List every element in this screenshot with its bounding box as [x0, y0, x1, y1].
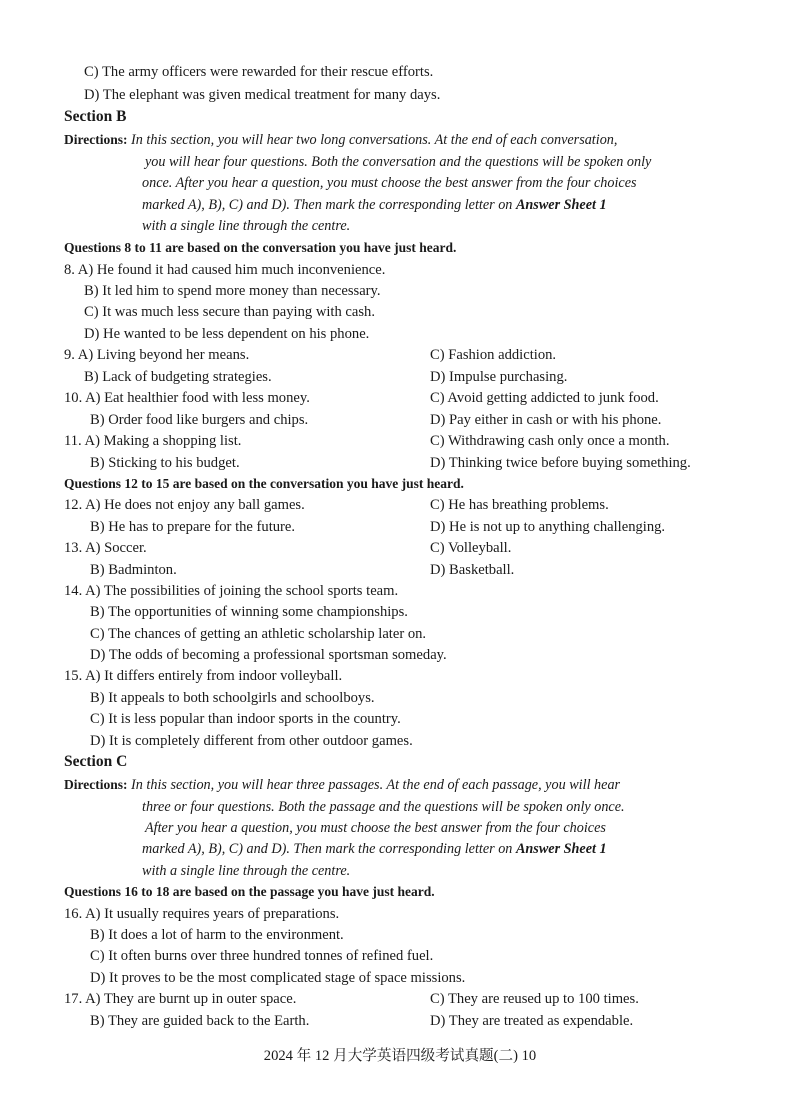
- q12-option-a: 12. A) He does not enjoy any ball games.: [64, 497, 305, 513]
- q17-option-c: C) They are reused up to 100 times.: [430, 991, 639, 1007]
- q10-option-a: 10. A) Eat healthier food with less money.: [64, 390, 310, 406]
- questions-12-15-header: Questions 12 to 15 are based on the conversation you have just heard.: [64, 476, 464, 491]
- q13-option-d: D) Basketball.: [430, 562, 515, 578]
- section-c-directions-line-4: [142, 839, 607, 859]
- questions-8-11-header: Questions 8 to 11 are based on the conversation you have just heard.: [64, 240, 457, 255]
- q17-option-a: 17. A) They are burnt up in outer space.: [64, 991, 297, 1007]
- section-b-answer-sheet: Answer Sheet 1: [515, 197, 607, 213]
- q17-option-d: D) They are treated as expendable.: [430, 1013, 634, 1029]
- section-b-directions-line-2: you will hear four questions. Both the conversation and the questions will be spoken only: [145, 154, 652, 170]
- section-c-directions-line-1: [64, 775, 620, 795]
- q15-option-c: C) It is less popular than indoor sports in the country.: [90, 711, 401, 727]
- q16-option-d: D) It proves to be the most complicated stage of space missions.: [90, 970, 466, 986]
- section-b-directions-text-4: marked A), B), C) and D). Then mark the corresponding letter on: [142, 197, 516, 213]
- q9-option-a: 9. A) Living beyond her means.: [64, 347, 250, 363]
- q15-option-a: 15. A) It differs entirely from indoor volleyball.: [64, 668, 343, 684]
- q16-option-c: C) It often burns over three hundred tonnes of refined fuel.: [90, 948, 434, 964]
- section-c-directions-line-5: with a single line through the centre.: [142, 863, 351, 879]
- q11-option-d: D) Thinking twice before buying something.: [430, 455, 691, 471]
- prev-option-d: D) The elephant was given medical treatment for many days.: [84, 87, 441, 103]
- section-c-directions-label: Directions:: [64, 777, 128, 792]
- q15-option-b: B) It appeals to both schoolgirls and schoolboys.: [90, 690, 375, 706]
- section-c-answer-sheet: Answer Sheet 1: [515, 841, 607, 857]
- section-b-directions-line-1: [64, 130, 617, 150]
- q13-option-a: 13. A) Soccer.: [64, 540, 147, 556]
- q10-option-c: C) Avoid getting addicted to junk food.: [430, 390, 659, 406]
- q13-option-b: B) Badminton.: [90, 562, 177, 578]
- q11-option-c: C) Withdrawing cash only once a month.: [430, 433, 670, 449]
- section-b-directions-line-4: [142, 195, 607, 215]
- section-c-title: Section C: [64, 753, 128, 770]
- q14-option-a: 14. A) The possibilities of joining the school sports team.: [64, 583, 399, 599]
- section-b-title: Section B: [64, 108, 127, 125]
- q9-option-b: B) Lack of budgeting strategies.: [84, 369, 272, 385]
- section-c-directions-text-4: marked A), B), C) and D). Then mark the corresponding letter on: [142, 841, 516, 857]
- q9-option-c: C) Fashion addiction.: [430, 347, 557, 363]
- q8-option-d: D) He wanted to be less dependent on his phone.: [84, 326, 370, 342]
- section-c-directions-line-2: three or four questions. Both the passage and the questions will be spoken only once.: [142, 799, 625, 815]
- q12-option-b: B) He has to prepare for the future.: [90, 519, 296, 535]
- section-c-directions-line-3: After you hear a question, you must choose the best answer from the four choices: [145, 820, 606, 836]
- section-b-directions-line-5: with a single line through the centre.: [142, 218, 351, 234]
- q17-option-b: B) They are guided back to the Earth.: [90, 1013, 310, 1029]
- q13-option-c: C) Volleyball.: [430, 540, 512, 556]
- section-c-directions-text-1: In this section, you will hear three passages. At the end of each passage, you will hear: [131, 777, 621, 793]
- q14-option-b: B) The opportunities of winning some championships.: [90, 604, 408, 620]
- q16-option-a: 16. A) It usually requires years of preparations.: [64, 906, 340, 922]
- q14-option-c: C) The chances of getting an athletic scholarship later on.: [90, 626, 427, 642]
- q12-option-d: D) He is not up to anything challenging.: [430, 519, 666, 535]
- section-b-directions-line-3: once. After you hear a question, you must choose the best answer from the four choices: [142, 175, 637, 191]
- q11-option-b: B) Sticking to his budget.: [90, 455, 240, 471]
- section-b-directions-label: Directions:: [64, 132, 128, 147]
- q15-option-d: D) It is completely different from other outdoor games.: [90, 733, 413, 749]
- page-footer: 2024 年 12 月大学英语四级考试真题(二) 10: [263, 1048, 537, 1064]
- q16-option-b: B) It does a lot of harm to the environment.: [90, 927, 344, 943]
- q8-option-b: B) It led him to spend more money than necessary.: [84, 283, 381, 299]
- q8-option-a: 8. A) He found it had caused him much inconvenience.: [64, 262, 386, 278]
- q9-option-d: D) Impulse purchasing.: [430, 369, 568, 385]
- q11-option-a: 11. A) Making a shopping list.: [64, 433, 242, 449]
- q10-option-b: B) Order food like burgers and chips.: [90, 412, 309, 428]
- q10-option-d: D) Pay either in cash or with his phone.: [430, 412, 662, 428]
- section-b-directions-text-1: In this section, you will hear two long conversations. At the end of each conversation,: [131, 132, 618, 148]
- q12-option-c: C) He has breathing problems.: [430, 497, 609, 513]
- q14-option-d: D) The odds of becoming a professional sportsman someday.: [90, 647, 447, 663]
- q8-option-c: C) It was much less secure than paying with cash.: [84, 304, 375, 320]
- prev-option-c: C) The army officers were rewarded for their rescue efforts.: [84, 64, 434, 80]
- questions-16-18-header: Questions 16 to 18 are based on the passage you have just heard.: [64, 884, 435, 899]
